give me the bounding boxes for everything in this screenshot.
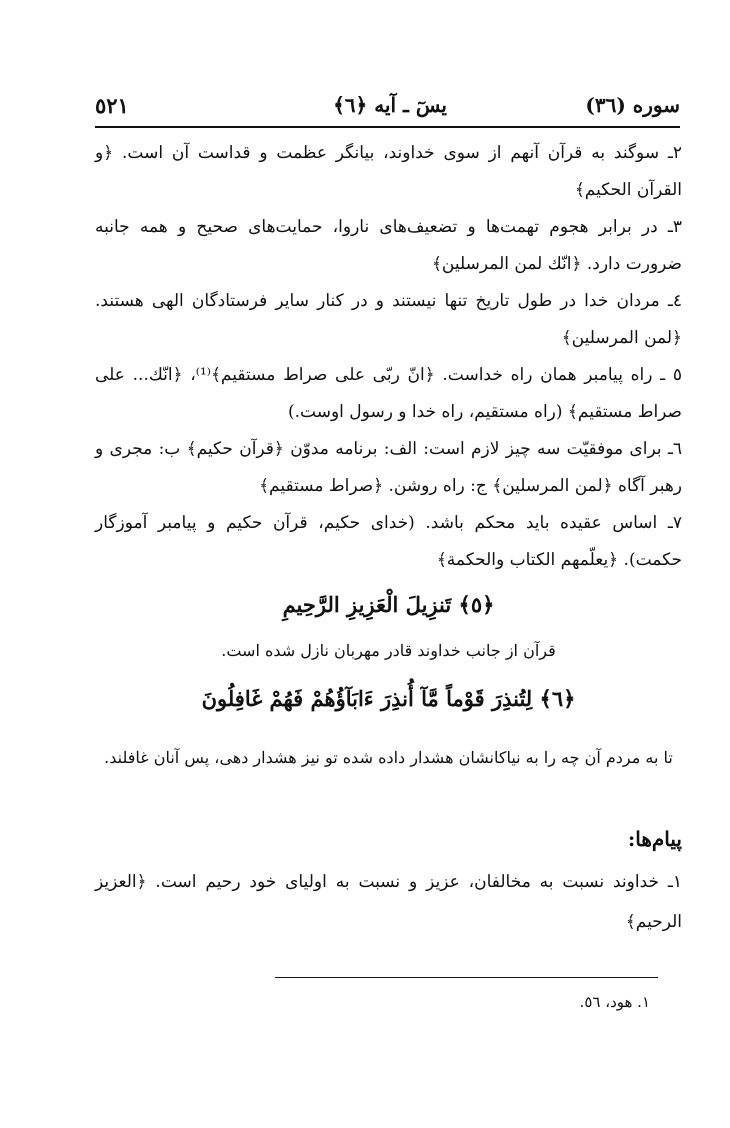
verse-5-translation: قرآن از جانب خداوند قادر مهربان نازل شده است. (221, 641, 556, 660)
point-item: ٢ـ سوگند به قرآن آنهم از سوی خداوند، بیانگر عظمت و قداست آن است. ﴿و القرآن الحکیم﴾ (95, 143, 682, 200)
running-header (95, 93, 680, 125)
message-item: ١ـ خداوند نسبت به مخالفان، عزیز و نسبت به اولیای خود رحیم است. ﴿العزیز الرحیم﴾ (95, 872, 682, 932)
points-list (95, 135, 682, 579)
page-number: ٥٢١ (95, 93, 129, 118)
point-item: ٤ـ مردان خدا در طول تاریخ تنها نیستند و در کنار سایر فرستادگان الهی هستند. ﴿لمن المرسلین﴾ (95, 291, 682, 348)
point-item: ٧ـ اساس عقیده باید محکم باشد. (خدای حکیم، قرآن حکیم و پیامبر آموزگار حکمت). ﴿یعلّمهم الکتاب والحکمة﴾ (95, 513, 682, 570)
footnote: ١. هود، ٥٦. (579, 993, 650, 1011)
verse-6-arabic: ﴿٦﴾ لِتُنذِرَ قَوْماً مَّآ أُنذِرَ ءَابَآؤُهُمْ فَهُمْ غَافِلُونَ (201, 686, 576, 711)
point-item: ٦ـ برای موفقیّت سه چیز لازم است: الف: برنامه مدوّن ﴿قرآن حکیم﴾ ب: مجری و رهبر آگاه ﴿لمن المرسلین﴾ ج: راه روشن. ﴿صراط مستقیم﴾ (95, 439, 682, 496)
verse-6-translation: تا به مردم آن چه را به نیاکانشان هشدار داده شده تو نیز هشدار دهی، پس آنان غافلند. (104, 748, 673, 767)
messages-heading: پیام‌ها: (627, 827, 682, 851)
header-rule (95, 126, 680, 128)
footnote-rule (275, 977, 658, 978)
point-item: ٣ـ در برابر هجوم تهمت‌ها و تضعیف‌های ناروا، حمایت‌های صحیح و همه جانبه ضرورت دارد. ﴿انّك لمن المرسلین﴾ (95, 217, 682, 274)
surah-label: سوره (٣٦) (585, 93, 680, 117)
verse-reference: يسٓ ـ آیه ﴿٦﴾ (333, 93, 447, 117)
verse-5-arabic: ﴿٥﴾ تَنزِيلَ الْعَزِيزِ الرَّحِيمِ (282, 592, 495, 617)
point-item: ٥ ـ راه پیامبر همان راه خداست. ﴿انّ ربّی علی صراط مستقیم﴾⁽¹⁾، ﴿انّك... علی صراط مستقیم﴾ (راه مستقیم، راه خدا و رسول اوست.) (95, 365, 682, 422)
messages-list (95, 862, 682, 942)
